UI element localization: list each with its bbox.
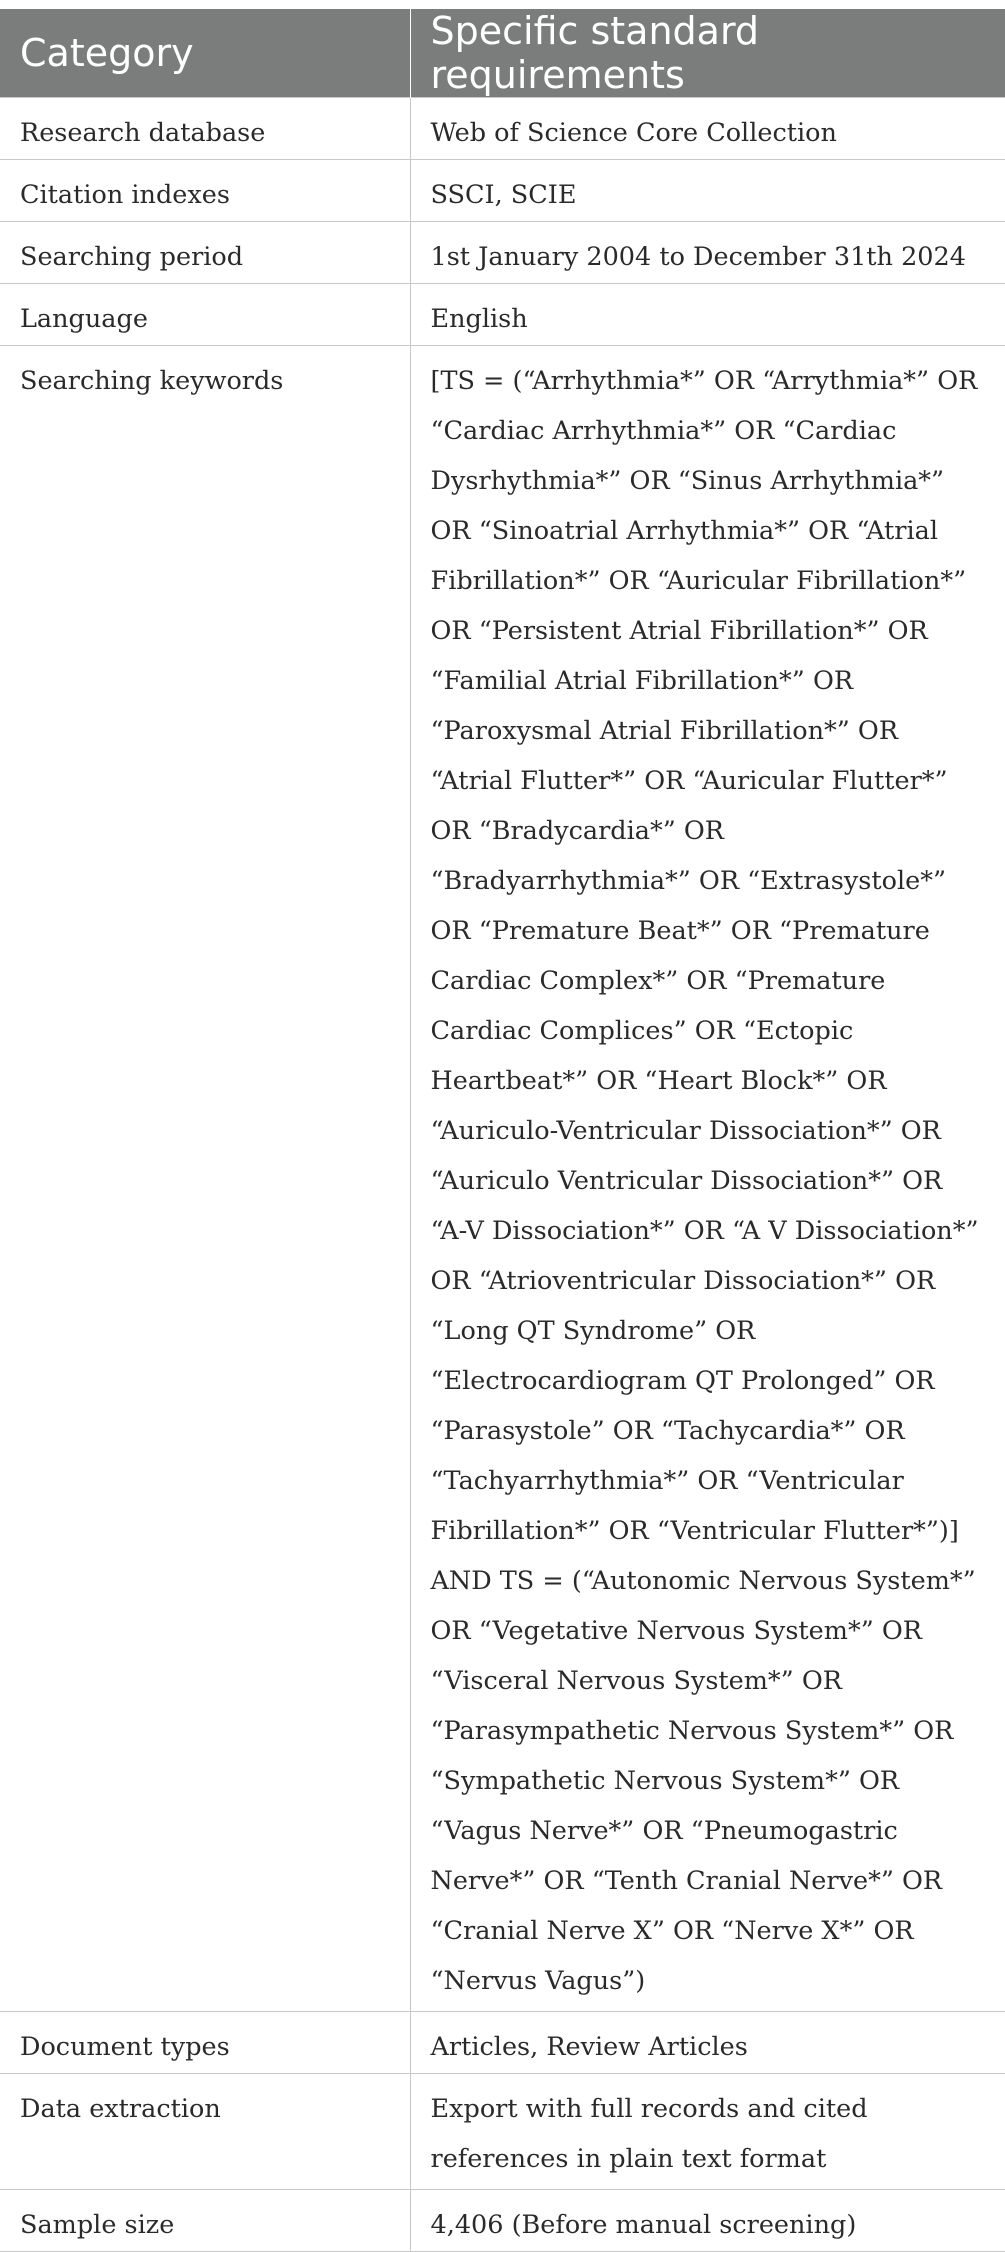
requirement-cell: Articles, Review Articles <box>410 2012 1005 2074</box>
table-header-row <box>0 9 1005 98</box>
requirement-cell: SSCI, SCIE <box>410 160 1005 222</box>
table-row <box>0 160 1005 222</box>
table-row <box>0 2190 1005 2252</box>
column-header-category: Category <box>0 9 410 98</box>
category-cell: Document types <box>0 2012 410 2074</box>
requirement-cell: 4,406 (Before manual screening) <box>410 2190 1005 2252</box>
criteria-table-container <box>0 9 1005 2252</box>
table-row <box>0 284 1005 346</box>
table-row <box>0 222 1005 284</box>
requirement-cell: 1st January 2004 to December 31th 2024 <box>410 222 1005 284</box>
category-cell: Data extraction <box>0 2074 410 2190</box>
requirement-cell: Export with full records and cited references in plain text format <box>410 2074 1005 2190</box>
category-cell: Searching keywords <box>0 346 410 2012</box>
table-row <box>0 346 1005 2012</box>
criteria-table <box>0 9 1005 2252</box>
requirement-cell: Web of Science Core Collection <box>410 98 1005 160</box>
table-row <box>0 2074 1005 2190</box>
category-cell: Sample size <box>0 2190 410 2252</box>
requirement-cell: [TS = (“Arrhythmia*” OR “Arrythmia*” OR “Cardiac Arrhythmia*” OR “Cardiac Dysrhythmia*” OR “Sinus Arrhythmia*” OR “Sinoatrial Arrhythmia*” OR “Atrial Fibrillation*” OR “Auricular Fibrillation*” OR “Persistent Atrial Fibrillation*” OR “Familial Atrial Fibrillation*” OR “Paroxysmal Atrial Fibrillation*” OR “Atrial Flutter*” OR “Auricular Flutter*” OR “Bradycardia*” OR “Bradyarrhythmia*” OR “Extrasystole*” OR “Premature Beat*” OR “Premature Cardiac Complex*” OR “Premature Cardiac Complices” OR “Ectopic Heartbeat*” OR “Heart Block*” OR “Auriculo-Ventricular Dissociation*” OR “Auriculo Ventricular Dissociation*” OR “A-V Dissociation*” OR “A V Dissociation*” OR “Atrioventricular Dissociation*” OR “Long QT Syndrome” OR “Electrocardiogram QT Prolonged” OR “Parasystole” OR “Tachycardia*” OR “Tachyarrhythmia*” OR “Ventricular Fibrillation*” OR “Ventricular Flutter*”)] AND TS = (“Autonomic Nervous System*” OR “Vegetative Nervous System*” OR “Visceral Nervous System*” OR “Parasympathetic Nervous System*” OR “Sympathetic Nervous System*” OR “Vagus Nerve*” OR “Pneumogastric Nerve*” OR “Tenth Cranial Nerve*” OR “Cranial Nerve X” OR “Nerve X*” OR “Nervus Vagus”) <box>410 346 1005 2012</box>
category-cell: Searching period <box>0 222 410 284</box>
table-row <box>0 98 1005 160</box>
category-cell: Citation indexes <box>0 160 410 222</box>
category-cell: Research database <box>0 98 410 160</box>
column-header-requirements: Specific standard requirements <box>410 9 1005 98</box>
table-row <box>0 2012 1005 2074</box>
category-cell: Language <box>0 284 410 346</box>
requirement-cell: English <box>410 284 1005 346</box>
